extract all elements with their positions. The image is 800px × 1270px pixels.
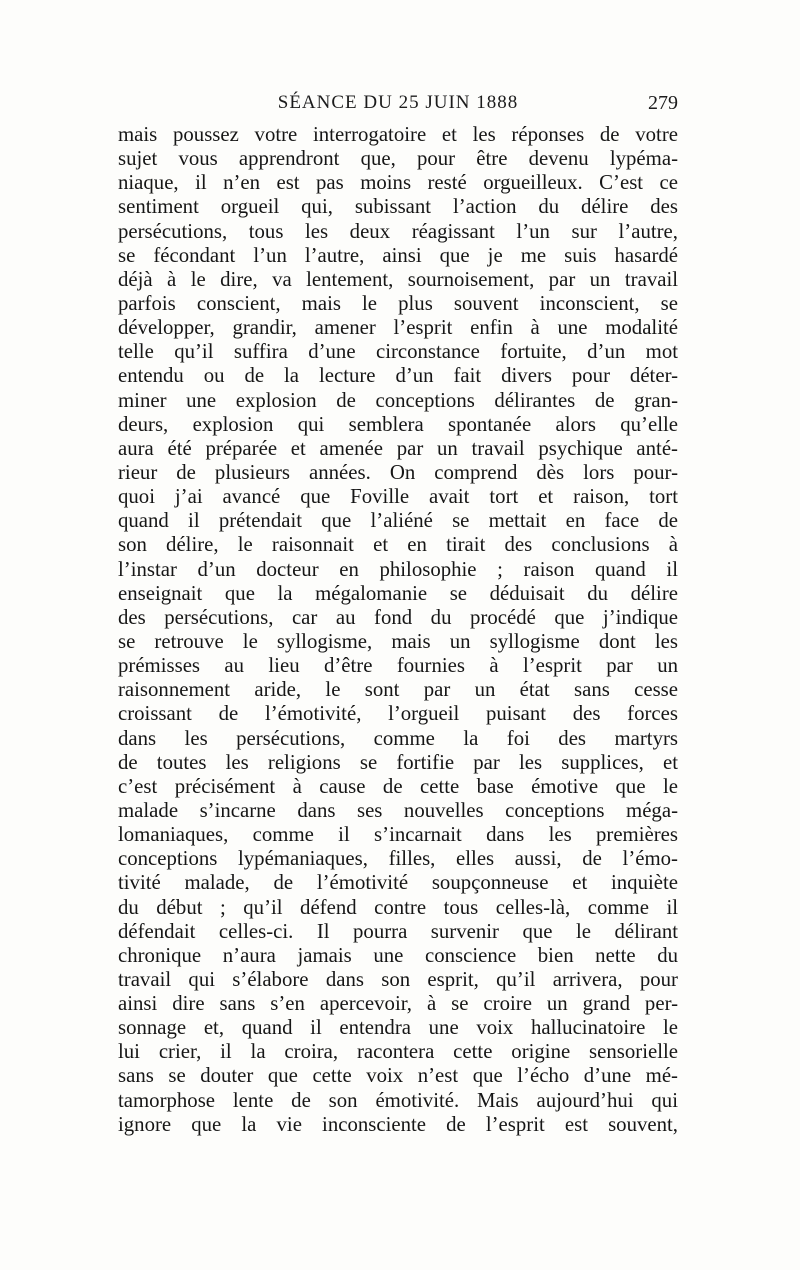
text-line: telle qu’il suffira d’une circonstance fortuite, d’un mot [118, 340, 678, 364]
text-line: tivité malade, de l’émotivité soupçonneuse et inquiète [118, 871, 678, 895]
text-line: quoi j’ai avancé que Foville avait tort et raison, tort [118, 485, 678, 509]
running-head [118, 92, 678, 122]
text-line: du début ; qu’il défend contre tous celles-là, comme il [118, 895, 678, 919]
text-line: sentiment orgueil qui, subissant l’action du délire des [118, 195, 678, 219]
text-line: développer, grandir, amener l’esprit enfin à une modalité [118, 316, 678, 340]
page-number: 279 [648, 92, 678, 114]
text-line: chronique n’aura jamais une conscience bien nette du [118, 943, 678, 967]
text-line: dans les persécutions, comme la foi des martyrs [118, 726, 678, 750]
text-line: aura été préparée et amenée par un travail psychique anté- [118, 436, 678, 460]
text-line: miner une explosion de conceptions délirantes de gran- [118, 388, 678, 412]
text-line: ainsi dire sans s’en apercevoir, à se croire un grand per- [118, 992, 678, 1016]
text-line: l’instar d’un docteur en philosophie ; raison quand il [118, 557, 678, 581]
text-line: prémisses au lieu d’être fournies à l’esprit par un [118, 654, 678, 678]
text-line: se fécondant l’un l’autre, ainsi que je me suis hasardé [118, 243, 678, 267]
text-line: niaque, il n’en est pas moins resté orgueilleux. C’est ce [118, 171, 678, 195]
text-line: c’est précisément à cause de cette base émotive que le [118, 774, 678, 798]
text-line: sans se douter que cette voix n’est que l’écho d’une mé- [118, 1064, 678, 1088]
text-line: déjà à le dire, va lentement, sournoisement, par un travail [118, 267, 678, 291]
text-line: mais poussez votre interrogatoire et les réponses de votre [118, 123, 678, 146]
text-line: malade s’incarne dans ses nouvelles conceptions méga- [118, 798, 678, 822]
text-line: des persécutions, car au fond du procédé que j’indique [118, 605, 678, 629]
running-title: SÉANCE DU 25 JUIN 1888 [277, 92, 519, 113]
text-line: défendait celles-ci. Il pourra survenir que le délirant [118, 919, 678, 943]
text-line: se retrouve le syllogisme, mais un syllogisme dont les [118, 629, 678, 653]
text-line: enseignait que la mégalomanie se déduisait du délire [118, 581, 678, 605]
text-line: raisonnement aride, le sont par un état sans cesse [118, 678, 678, 702]
text-line: persécutions, tous les deux réagissant l’un sur l’autre, [118, 219, 678, 243]
text-line: croissant de l’émotivité, l’orgueil puisant des forces [118, 702, 678, 726]
text-line: travail qui s’élabore dans son esprit, qu’il arrivera, pour [118, 967, 678, 991]
body-text [118, 123, 678, 1137]
text-line: sujet vous apprendront que, pour être devenu lypéma- [118, 147, 678, 171]
text-line: son délire, le raisonnait et en tirait des conclusions à [118, 533, 678, 557]
text-line: lomaniaques, comme il s’incarnait dans les premières [118, 823, 678, 847]
text-line: rieur de plusieurs années. On comprend dès lors pour- [118, 460, 678, 484]
text-line: parfois conscient, mais le plus souvent inconscient, se [118, 291, 678, 315]
text-line: sonnage et, quand il entendra une voix hallucinatoire le [118, 1016, 678, 1040]
text-line: deurs, explosion qui semblera spontanée alors qu’elle [118, 412, 678, 436]
text-line: tamorphose lente de son émotivité. Mais aujourd’hui qui [118, 1088, 678, 1112]
text-line: entendu ou de la lecture d’un fait divers pour déter- [118, 364, 678, 388]
text-line: de toutes les religions se fortifie par les supplices, et [118, 750, 678, 774]
text-line: lui crier, il la croira, racontera cette origine sensorielle [118, 1040, 678, 1064]
text-line: ignore que la vie inconsciente de l’esprit est souvent, [118, 1112, 678, 1136]
text-line: quand il prétendait que l’aliéné se mettait en face de [118, 509, 678, 533]
text-line: conceptions lypémaniaques, filles, elles aussi, de l’émo- [118, 847, 678, 871]
